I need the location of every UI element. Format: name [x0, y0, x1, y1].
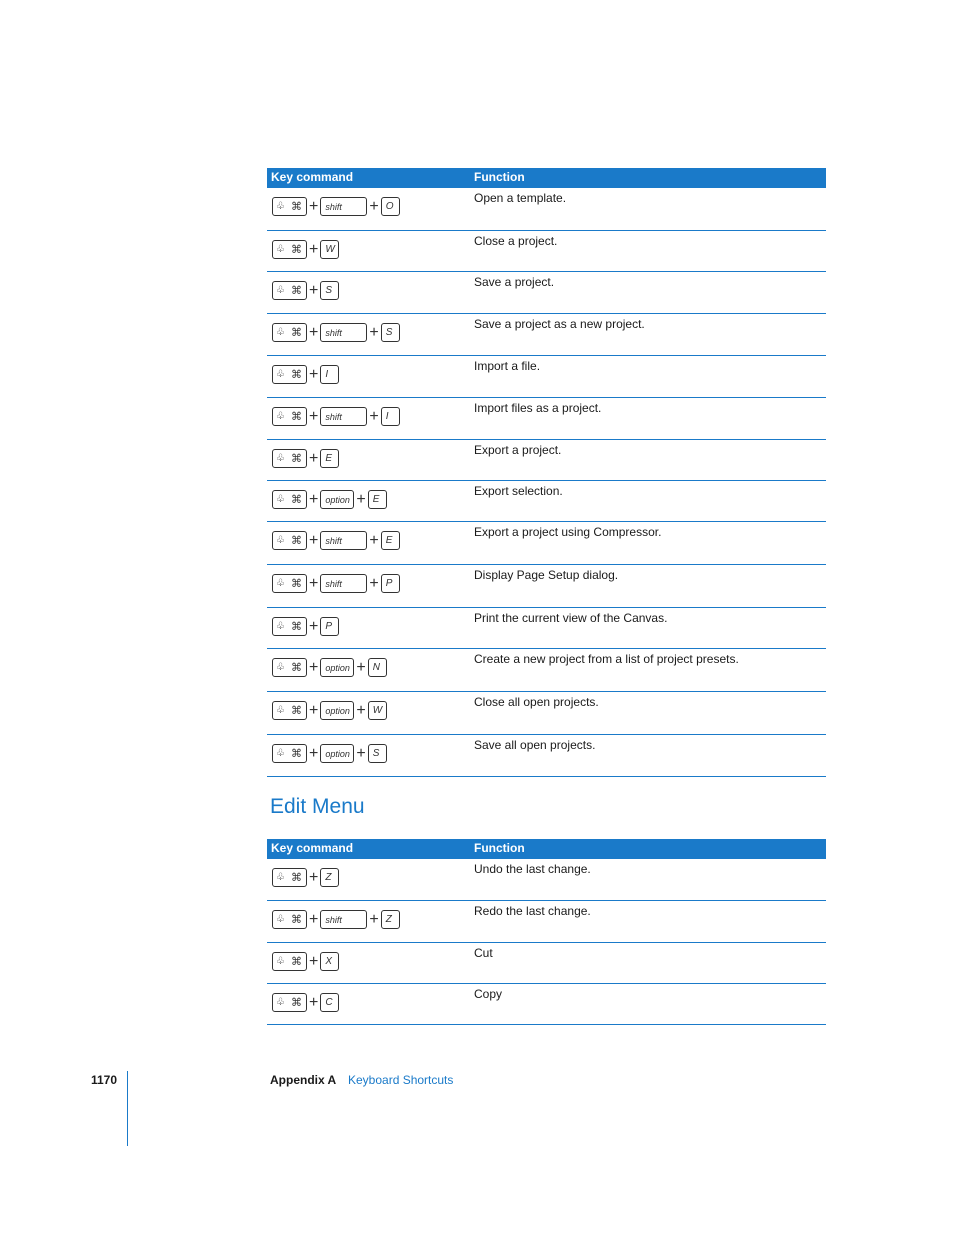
- command-key: [272, 574, 307, 593]
- apple-icon: ♧: [276, 285, 285, 296]
- table-header: [267, 839, 826, 859]
- table-header: [267, 168, 826, 188]
- plus-sign: +: [309, 240, 319, 258]
- apple-icon: ♧: [276, 411, 285, 422]
- shift-key: shift: [320, 197, 367, 216]
- plus-sign: +: [309, 407, 319, 425]
- plus-sign: +: [369, 197, 379, 215]
- header-function: Function: [474, 170, 525, 184]
- apple-icon: ♧: [276, 662, 285, 673]
- function-description: Close a project.: [474, 234, 558, 248]
- apple-icon: ♧: [276, 327, 285, 338]
- apple-icon: ♧: [276, 494, 285, 505]
- command-icon: ⌘: [291, 411, 302, 423]
- command-icon: ⌘: [291, 285, 302, 297]
- command-key: [272, 868, 307, 887]
- command-key: [272, 365, 307, 384]
- header-key-command: Key command: [271, 170, 354, 184]
- command-key: [272, 281, 307, 300]
- command-key: [272, 658, 307, 677]
- table-row: [267, 314, 826, 356]
- plus-sign: +: [369, 407, 379, 425]
- command-key: [272, 910, 307, 929]
- key-combination: [272, 489, 387, 510]
- plus-sign: +: [309, 952, 319, 970]
- letter-key: W: [320, 240, 339, 259]
- command-icon: ⌘: [291, 201, 302, 213]
- command-icon: ⌘: [291, 997, 302, 1009]
- plus-sign: +: [309, 449, 319, 467]
- key-combination: [272, 867, 339, 888]
- table-row: [267, 356, 826, 398]
- command-key: [272, 490, 307, 509]
- key-combination: [272, 743, 387, 764]
- section-title: Edit Menu: [270, 795, 365, 818]
- function-description: Display Page Setup dialog.: [474, 568, 619, 582]
- header-function: Function: [474, 841, 525, 855]
- plus-sign: +: [356, 490, 366, 508]
- apple-icon: ♧: [276, 201, 285, 212]
- letter-key: Z: [320, 868, 339, 887]
- table-row: [267, 565, 826, 608]
- key-combination: [272, 280, 339, 301]
- command-icon: ⌘: [291, 578, 302, 590]
- plus-sign: +: [309, 197, 319, 215]
- key-combination: [272, 616, 339, 637]
- function-description: Print the current view of the Canvas.: [474, 611, 668, 625]
- function-description: Create a new project from a list of project presets.: [474, 652, 739, 666]
- table-row: [267, 901, 826, 943]
- shift-key: shift: [320, 323, 367, 342]
- plus-sign: +: [309, 365, 319, 383]
- plus-sign: +: [309, 744, 319, 762]
- option-key: option: [320, 701, 354, 720]
- apple-icon: ♧: [276, 578, 285, 589]
- letter-key: P: [381, 574, 400, 593]
- table-row: [267, 943, 826, 984]
- command-icon: ⌘: [291, 535, 302, 547]
- letter-key: S: [381, 323, 400, 342]
- plus-sign: +: [309, 868, 319, 886]
- key-combination: [272, 448, 339, 469]
- command-icon: ⌘: [291, 705, 302, 717]
- command-icon: ⌘: [291, 872, 302, 884]
- command-icon: ⌘: [291, 748, 302, 760]
- command-icon: ⌘: [291, 244, 302, 256]
- header-key-command: Key command: [271, 841, 354, 855]
- apple-icon: ♧: [276, 535, 285, 546]
- letter-key: O: [381, 197, 400, 216]
- plus-sign: +: [309, 490, 319, 508]
- command-icon: ⌘: [291, 956, 302, 968]
- letter-key: W: [368, 701, 387, 720]
- key-combination: [272, 530, 400, 551]
- shift-key: shift: [320, 574, 367, 593]
- table-row: [267, 231, 826, 272]
- letter-key: Z: [381, 910, 400, 929]
- plus-sign: +: [309, 993, 319, 1011]
- key-combination: [272, 196, 400, 217]
- command-key: [272, 952, 307, 971]
- letter-key: P: [320, 617, 339, 636]
- table-body: [267, 188, 826, 777]
- table-row: [267, 608, 826, 649]
- edit-menu-table: [267, 839, 826, 1025]
- plus-sign: +: [369, 323, 379, 341]
- apple-icon: ♧: [276, 997, 285, 1008]
- function-description: Undo the last change.: [474, 862, 591, 876]
- letter-key: X: [320, 952, 339, 971]
- plus-sign: +: [309, 658, 319, 676]
- plus-sign: +: [309, 281, 319, 299]
- letter-key: E: [320, 449, 339, 468]
- table-row: [267, 692, 826, 735]
- letter-key: I: [320, 365, 339, 384]
- plus-sign: +: [369, 574, 379, 592]
- key-combination: [272, 700, 387, 721]
- table-row: [267, 188, 826, 231]
- command-icon: ⌘: [291, 453, 302, 465]
- function-description: Cut: [474, 946, 493, 960]
- command-key: [272, 197, 307, 216]
- table-row: [267, 984, 826, 1025]
- table-row: [267, 481, 826, 522]
- plus-sign: +: [309, 617, 319, 635]
- command-key: [272, 993, 307, 1012]
- command-key: [272, 744, 307, 763]
- shift-key: shift: [320, 531, 367, 550]
- command-key: [272, 323, 307, 342]
- function-description: Save all open projects.: [474, 738, 596, 752]
- file-menu-table: [267, 168, 826, 777]
- letter-key: E: [381, 531, 400, 550]
- function-description: Import a file.: [474, 359, 541, 373]
- letter-key: E: [368, 490, 387, 509]
- plus-sign: +: [309, 323, 319, 341]
- key-combination: [272, 573, 400, 594]
- function-description: Copy: [474, 987, 503, 1001]
- command-key: [272, 531, 307, 550]
- plus-sign: +: [309, 701, 319, 719]
- function-description: Import files as a project.: [474, 401, 602, 415]
- shift-key: shift: [320, 407, 367, 426]
- apple-icon: ♧: [276, 369, 285, 380]
- command-icon: ⌘: [291, 369, 302, 381]
- command-icon: ⌘: [291, 914, 302, 926]
- table-row: [267, 398, 826, 440]
- plus-sign: +: [369, 910, 379, 928]
- key-combination: [272, 239, 339, 260]
- table-row: [267, 735, 826, 777]
- plus-sign: +: [309, 910, 319, 928]
- apple-icon: ♧: [276, 748, 285, 759]
- function-description: Export a project.: [474, 443, 562, 457]
- plus-sign: +: [356, 744, 366, 762]
- plus-sign: +: [309, 574, 319, 592]
- apple-icon: ♧: [276, 705, 285, 716]
- option-key: option: [320, 658, 354, 677]
- function-description: Export a project using Compressor.: [474, 525, 662, 539]
- apple-icon: ♧: [276, 914, 285, 925]
- table-row: [267, 522, 826, 565]
- table-row: [267, 440, 826, 481]
- function-description: Save a project as a new project.: [474, 317, 645, 331]
- plus-sign: +: [356, 658, 366, 676]
- command-icon: ⌘: [291, 621, 302, 633]
- command-key: [272, 701, 307, 720]
- command-key: [272, 449, 307, 468]
- apple-icon: ♧: [276, 956, 285, 967]
- page-number: 1170: [91, 1073, 118, 1087]
- key-combination: [272, 364, 339, 385]
- letter-key: I: [381, 407, 400, 426]
- key-combination: [272, 951, 339, 972]
- option-key: option: [320, 744, 354, 763]
- function-description: Redo the last change.: [474, 904, 591, 918]
- command-key: [272, 240, 307, 259]
- table-row: [267, 272, 826, 314]
- command-icon: ⌘: [291, 662, 302, 674]
- function-description: Export selection.: [474, 484, 563, 498]
- letter-key: C: [320, 993, 339, 1012]
- apple-icon: ♧: [276, 872, 285, 883]
- letter-key: S: [368, 744, 387, 763]
- letter-key: N: [368, 658, 387, 677]
- apple-icon: ♧: [276, 244, 285, 255]
- apple-icon: ♧: [276, 621, 285, 632]
- plus-sign: +: [369, 531, 379, 549]
- shift-key: shift: [320, 910, 367, 929]
- option-key: option: [320, 490, 354, 509]
- function-description: Close all open projects.: [474, 695, 599, 709]
- plus-sign: +: [309, 531, 319, 549]
- command-icon: ⌘: [291, 494, 302, 506]
- key-combination: [272, 992, 339, 1013]
- command-key: [272, 617, 307, 636]
- apple-icon: ♧: [276, 453, 285, 464]
- footer-divider: [127, 1071, 128, 1146]
- letter-key: S: [320, 281, 339, 300]
- key-combination: [272, 406, 400, 427]
- table-body: [267, 859, 826, 1025]
- key-combination: [272, 657, 387, 678]
- function-description: Open a template.: [474, 191, 567, 205]
- table-row: [267, 649, 826, 692]
- chapter-link[interactable]: Keyboard Shortcuts: [348, 1073, 454, 1087]
- appendix-label: Appendix A: [270, 1073, 337, 1087]
- key-combination: [272, 909, 400, 930]
- table-row: [267, 859, 826, 901]
- command-icon: ⌘: [291, 327, 302, 339]
- function-description: Save a project.: [474, 275, 555, 289]
- command-key: [272, 407, 307, 426]
- plus-sign: +: [356, 701, 366, 719]
- key-combination: [272, 322, 400, 343]
